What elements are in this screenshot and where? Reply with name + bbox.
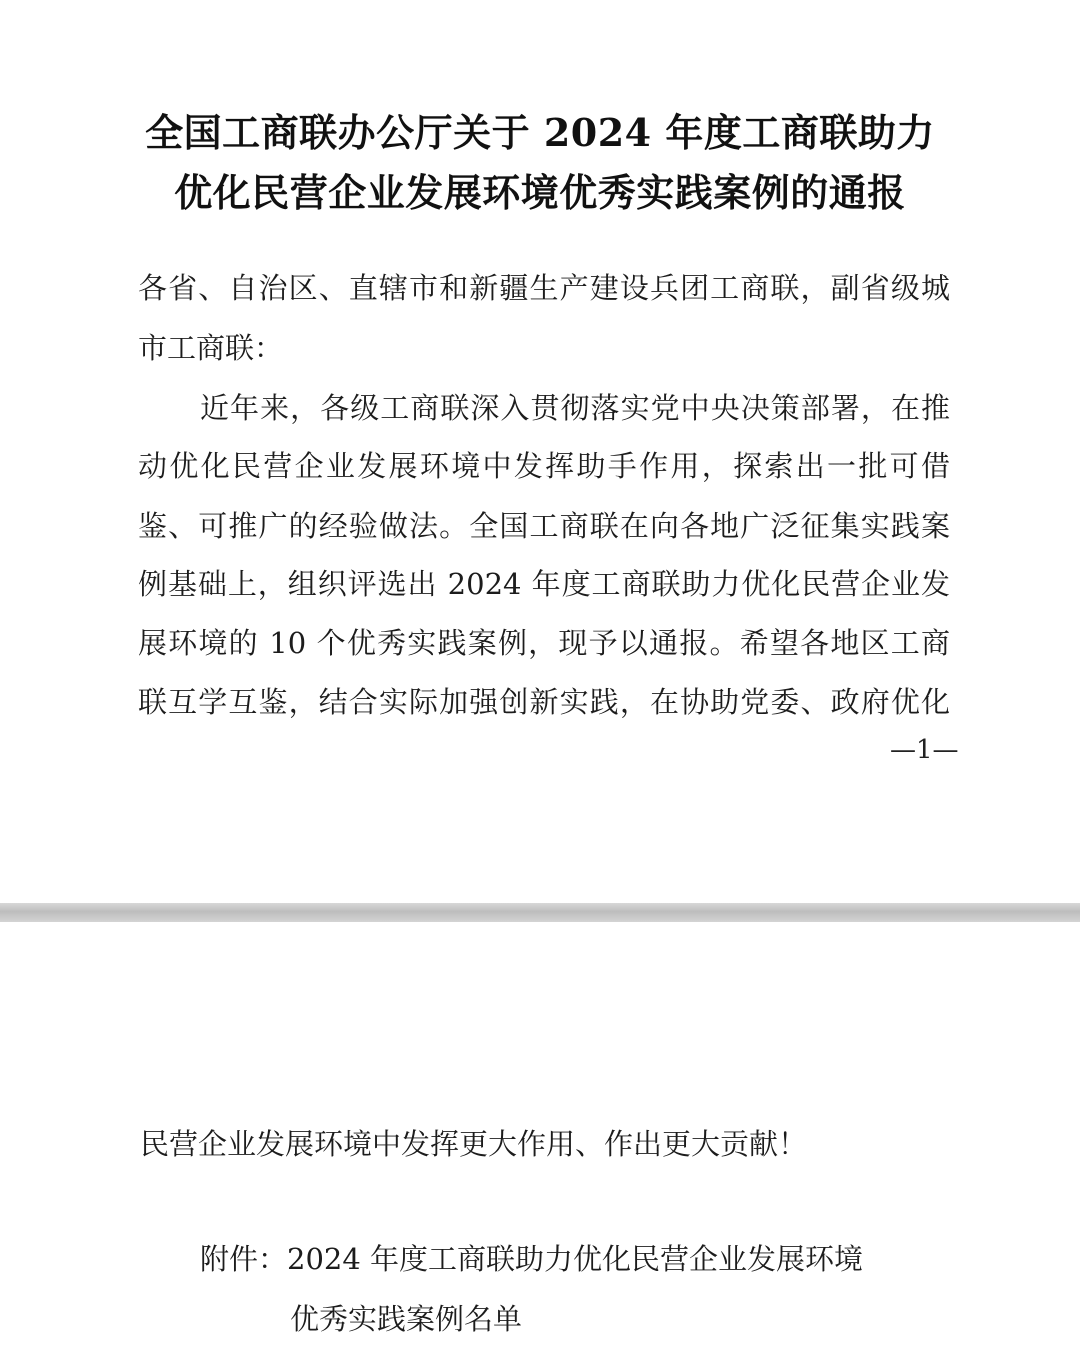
body-line-1: 近年来，各级工商联深入贯彻落实党中央决策部署，在推 bbox=[200, 391, 950, 425]
page-separator bbox=[0, 903, 1080, 922]
document-page-2 bbox=[0, 922, 1080, 1371]
document-title-line-1: 全国工商联办公厅关于 2024 年度工商联助力 bbox=[145, 110, 935, 155]
page-number: —1— bbox=[890, 735, 959, 765]
body-line-6: 联互学互鉴，结合实际加强创新实践，在协助党委、政府优化 bbox=[138, 685, 950, 719]
salutation-line-1: 各省、自治区、直辖市和新疆生产建设兵团工商联，副省级城 bbox=[138, 271, 950, 305]
document-title-line-2: 优化民营企业发展环境优秀实践案例的通报 bbox=[174, 170, 906, 215]
attachment-line-1: 附件：2024 年度工商联助力优化民营企业发展环境 bbox=[200, 1242, 864, 1276]
body-line-2: 动优化民营企业发展环境中发挥助手作用，探索出一批可借 bbox=[138, 449, 950, 483]
salutation-line-2: 市工商联： bbox=[138, 331, 284, 365]
body-line-3: 鉴、可推广的经验做法。全国工商联在向各地广泛征集实践案 bbox=[138, 509, 950, 543]
body-line-5: 展环境的 10 个优秀实践案例，现予以通报。希望各地区工商 bbox=[138, 626, 950, 660]
continuation-line: 民营企业发展环境中发挥更大作用、作出更大贡献！ bbox=[140, 1127, 808, 1161]
body-line-4: 例基础上，组织评选出 2024 年度工商联助力优化民营企业发 bbox=[138, 567, 950, 601]
attachment-line-2: 优秀实践案例名单 bbox=[290, 1302, 523, 1336]
